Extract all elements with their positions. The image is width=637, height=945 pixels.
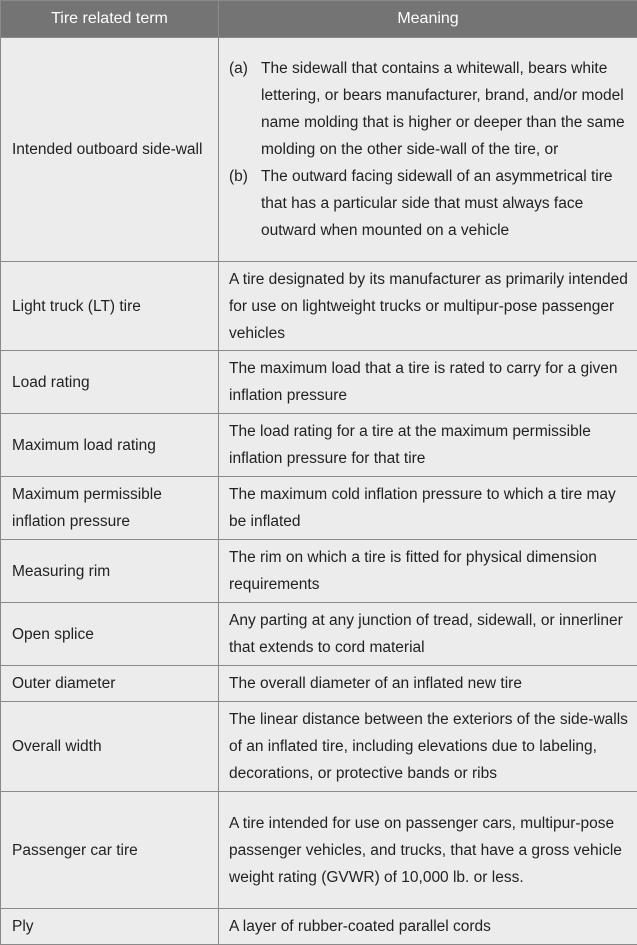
header-meaning: Meaning <box>219 1 637 38</box>
meaning-cell: A layer of rubber-coated parallel cords <box>219 909 637 945</box>
table-row <box>1 909 637 945</box>
table-row <box>1 702 637 792</box>
meaning-subitem <box>229 163 629 244</box>
subitem-text: The sidewall that contains a whitewall, bears white lettering, or bears manufacturer, brand, and/or model name molding that is higher or deeper than the same molding on the other side-wall of the tire, or <box>261 55 629 163</box>
meaning-cell: The maximum cold inflation pressure to which a tire may be inflated <box>219 477 637 540</box>
meaning-cell: The maximum load that a tire is rated to carry for a given inflation pressure <box>219 351 637 414</box>
table-row <box>1 262 637 351</box>
term-cell: Open splice <box>1 603 219 666</box>
header-term: Tire related term <box>1 1 219 38</box>
meaning-cell <box>219 38 637 262</box>
table-row <box>1 603 637 666</box>
table-row <box>1 477 637 540</box>
table-row <box>1 792 637 909</box>
meaning-cell: The rim on which a tire is fitted for physical dimension requirements <box>219 540 637 603</box>
meaning-cell: Any parting at any junction of tread, sidewall, or innerliner that extends to cord material <box>219 603 637 666</box>
term-cell: Load rating <box>1 351 219 414</box>
term-cell: Outer diameter <box>1 666 219 702</box>
term-cell: Overall width <box>1 702 219 792</box>
subitem-label: (b) <box>229 163 261 244</box>
meaning-cell: A tire intended for use on passenger cars, multipur-pose passenger vehicles, and trucks, that have a gross vehicle weight rating (GVWR) of 10,000 lb. or less. <box>219 792 637 909</box>
table-row <box>1 351 637 414</box>
table-row <box>1 666 637 702</box>
meaning-cell: The overall diameter of an inflated new tire <box>219 666 637 702</box>
table-row <box>1 38 637 262</box>
meaning-cell: The load rating for a tire at the maximum permissible inflation pressure for that tire <box>219 414 637 477</box>
term-cell: Light truck (LT) tire <box>1 262 219 351</box>
term-cell: Measuring rim <box>1 540 219 603</box>
table-header-row <box>1 1 637 38</box>
table-row <box>1 414 637 477</box>
meaning-cell: A tire designated by its manufacturer as primarily intended for use on lightweight trucks or multipur-pose passenger vehicles <box>219 262 637 351</box>
term-cell: Intended outboard side-wall <box>1 38 219 262</box>
meaning-cell: The linear distance between the exteriors of the side-walls of an inflated tire, including elevations due to labeling, decorations, or protective bands or ribs <box>219 702 637 792</box>
term-cell: Passenger car tire <box>1 792 219 909</box>
subitem-label: (a) <box>229 55 261 163</box>
subitem-text: The outward facing sidewall of an asymmetrical tire that has a particular side that must always face outward when mounted on a vehicle <box>261 163 629 244</box>
meaning-subitem <box>229 55 629 163</box>
term-cell: Maximum load rating <box>1 414 219 477</box>
term-cell: Maximum permissible inflation pressure <box>1 477 219 540</box>
term-cell: Ply <box>1 909 219 945</box>
table-row <box>1 540 637 603</box>
